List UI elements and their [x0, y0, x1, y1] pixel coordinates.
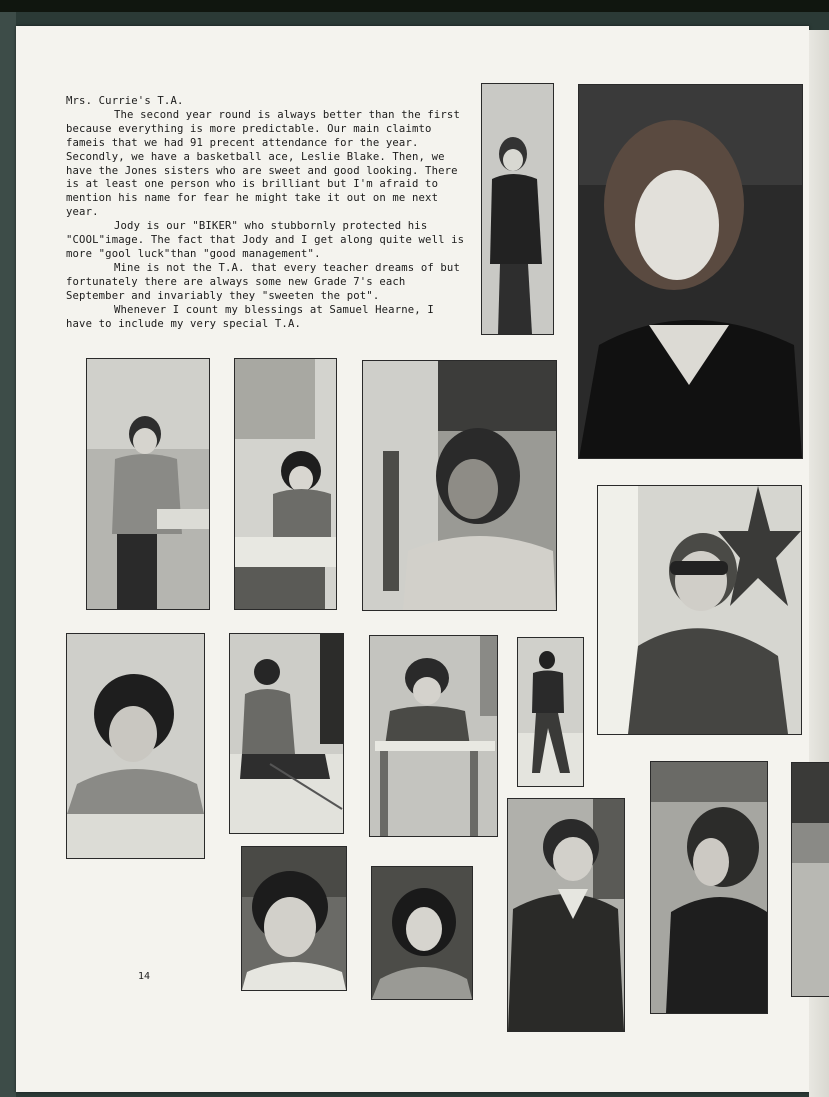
photo-student-profile-tshirt: [650, 761, 768, 1014]
photo-student-writing-desk: [369, 635, 498, 837]
photo-student-at-desk-plaid: [234, 358, 337, 610]
ta-article: [66, 95, 466, 331]
photo-student-standing-small: [517, 637, 584, 787]
article-paragraph-3: Mine is not the T.A. that every teacher dreams of but fortunately there are always some new Grade 7's each September and invariably they "sweeten the pot".: [66, 261, 460, 302]
article-paragraph-4: Whenever I count my blessings at Samuel Hearne, I have to include my very special T.A.: [66, 303, 434, 330]
page-number: 14: [138, 971, 151, 982]
article-paragraph-2: Jody is our "BIKER" who stubbornly protected his "COOL"image. The fact that Jody and I get along quite well is more "gool luck"than "good management".: [66, 220, 465, 260]
article-heading: Mrs. Currie's T.A.: [66, 95, 184, 107]
photo-student-portrait-girl: [371, 866, 473, 1000]
photo-teacher-sunglasses-star: [597, 485, 802, 735]
photo-student-standing: [481, 83, 554, 335]
article-paragraph-1: The second year round is always better than the first because everything is more predictable. Our main claimto fameis that we had 91 precent attendance for the year. Secondly, we have a basketball ace, Leslie Blake. Then, we have the Jones sisters who are sweet and good looking. There is at least one person who is brilliant but I'm afraid to mention his name for fear he might take it out on me next year.: [66, 108, 460, 219]
photo-student-hallway: [362, 360, 557, 611]
photo-student-jacket: [507, 798, 625, 1032]
photo-student-smiling: [66, 633, 205, 859]
photo-student-seated-desk: [86, 358, 210, 610]
photo-cropped-edge: [791, 762, 829, 997]
scan-left-border: [0, 12, 16, 1097]
photo-student-portrait-large: [578, 84, 803, 459]
photo-student-smiling-closeup: [241, 846, 347, 991]
photo-student-kneeling-floor: [229, 633, 344, 834]
scan-top-border: [0, 0, 829, 12]
